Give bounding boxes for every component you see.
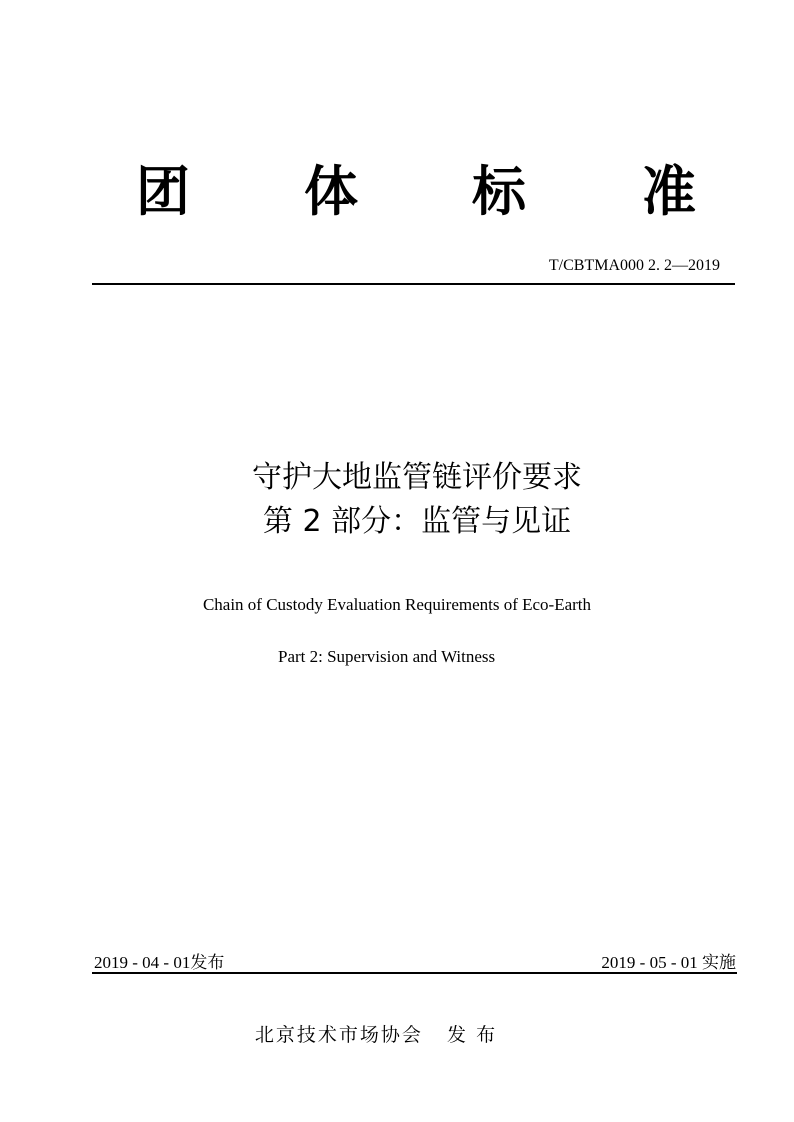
chinese-title-line-1: 守护大地监管链评价要求	[252, 460, 582, 495]
chinese-title	[0, 456, 794, 544]
standard-code: T/CBTMA000 2. 2—2019	[548, 257, 720, 274]
standard-type-char: 准	[642, 160, 696, 223]
english-title-line-1: Chain of Custody Evaluation Requirements of Eco-Earth	[202, 595, 592, 614]
standard-type-char: 体	[304, 160, 358, 223]
issue-date: 2019 - 04 - 01发布	[94, 953, 225, 972]
top-divider	[92, 283, 735, 285]
chinese-title-line-2: 第 2 部分：监管与见证	[262, 504, 572, 539]
standard-type-char: 标	[472, 160, 526, 223]
english-title-line-2: Part 2: Supervision and Witness	[278, 647, 496, 666]
implementation-date: 2019 - 05 - 01 实施	[601, 953, 736, 972]
publisher: 北京技术市场协会 发 布	[254, 1024, 498, 1046]
standard-type-heading	[100, 160, 740, 230]
standard-type-char: 团	[136, 160, 190, 223]
bottom-divider	[92, 972, 737, 974]
